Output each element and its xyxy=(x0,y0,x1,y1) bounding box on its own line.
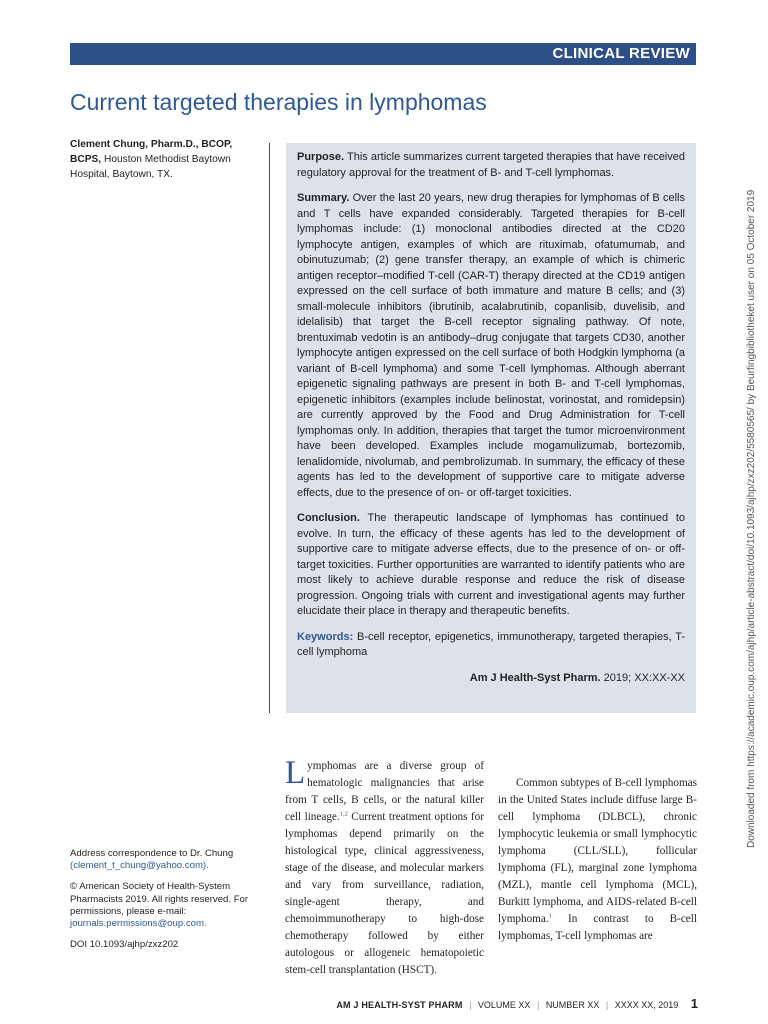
body-text: Common subtypes of B-cell lymphomas in the United States include diffuse large B-cell lymphoma (DLBCL), chronic lymphocytic leukemia or small lymphocytic lymphoma (CLL/SLL), follicular lymphoma (FL), marginal zone lymphoma (MZL), mantle cell lymphoma (MCL), Burkitt lymphoma, and AIDS-related B-cell lymphoma. xyxy=(498,777,697,925)
body-paragraph xyxy=(498,775,697,945)
footer-volume: VOLUME XX xyxy=(477,1000,531,1010)
correspondence-text: Address correspondence to Dr. Chung xyxy=(70,848,234,859)
body-column-1 xyxy=(285,755,484,979)
purpose-text: This article summarizes current targeted therapies that have received regulatory approval for the treatment of B- and T-cell lymphomas. xyxy=(297,151,685,179)
copyright xyxy=(70,881,266,930)
citation-journal: Am J Health-Syst Pharm. xyxy=(469,671,601,684)
body-text: Current treatment options for lymphomas depend primarily on the histological type, clinical aggressiveness, stage of the disease, and molecular markers and vary from surveillance, radiation, single-agent therapy, and chemoimmunotherapy to high-dose chemotherapy followed by either autologous or allogeneic hematopoietic stem-cell transplantation (HSCT). xyxy=(285,811,484,976)
summary-text: Over the last 20 years, new drug therapies for lymphomas of B cells and T cells have expanded considerably. Targeted therapies for B-cell lymphomas include: (1) monoclonal antibodies directed at the CD20 lymphocyte antigen, examples of which are rituximab, ofatumumab, and obinutuzumab; (2) gene transfer therapy, an example of which is chimeric antigen receptor–modified T-cell (CAR-T) therapy directed at the CD19 antigen expressed on the cell surface of both immature and mature B cells; and (3) small-molecule inhibitors (ibrutinib, acalabrutinib, copanlisib, duvelisib, and idelalisib) that target the B-cell receptor signaling pathway. Of note, brentuximab vedotin is an antibody–drug conjugate that targets CD30, another lymphocyte antigen expressed on the cell surface of both Hodgkin lymphoma (a variant of B-cell lymphoma) and some T-cell lymphomas. Although aberrant epigenetic signaling pathways are present in both B- and T-cell lymphomas, epigenetic inhibitors (examples include belinostat, vorinostat, and romidepsin) are currently approved by the Food and Drug Administration for T-cell lymphomas only. In addition, therapies that target the tumor microenvironment have been developed. Examples include mogamulizumab, bortezomib, lenalidomide, nivolumab, and pembrolizumab. In summary, the efficacy of these agents has led to the development of supportive care to mitigate adverse effects, due to the presence of on- or off-target toxicities. xyxy=(297,192,685,499)
footnotes xyxy=(70,848,266,960)
body-text: In contrast to B-cell lymphomas, T-cell lymphomas are xyxy=(498,913,697,942)
page-footer xyxy=(70,996,698,1011)
page-number: 1 xyxy=(690,996,698,1011)
permissions-email-link[interactable]: journals.permissions@oup.com. xyxy=(70,918,207,930)
footer-date: XXXX XX, 2019 xyxy=(614,1000,679,1010)
footer-journal: AM J HEALTH-SYST PHARM xyxy=(336,1000,463,1010)
keywords-label: Keywords: xyxy=(297,630,354,643)
body-column-2 xyxy=(498,758,697,945)
footer-separator: | xyxy=(469,1000,472,1010)
author-affiliation: Houston Methodist Baytown Hospital, Baytown, TX. xyxy=(70,154,231,180)
abstract-conclusion xyxy=(297,511,685,620)
conclusion-text: The therapeutic landscape of lymphomas has continued to evolve. In turn, the efficacy of these agents has led to the development of supportive care to mitigate adverse effects, due to the presence of on- or off-target toxicities. Further opportunities are warranted to identify patients who are most likely to achieve durable response and reduce the risk of disease progression. Ongoing trials with current and investigational agents may further elucidate their place in therapy and therapeutic benefits. xyxy=(297,512,686,617)
purpose-label: Purpose. xyxy=(297,151,345,163)
correspondence-email-link[interactable]: (clement_t_chung@yahoo.com). xyxy=(70,860,209,872)
author-block xyxy=(70,137,266,182)
section-bar xyxy=(70,43,696,65)
abstract-box xyxy=(286,143,696,713)
correspondence xyxy=(70,848,266,872)
download-note: Downloaded from https://academic.oup.com/ajhp/article-abstract/doi/10.1093/ajhp/zxz202/5580565/ by Beurfingbibliotheket user on 05 October 2019 xyxy=(746,189,757,848)
column-divider xyxy=(269,143,270,713)
drop-cap: L xyxy=(285,755,306,791)
section-label: CLINICAL REVIEW xyxy=(552,45,690,62)
author-name: Clement Chung, Pharm.D., BCOP, BCPS, xyxy=(70,139,233,165)
abstract-purpose xyxy=(297,150,685,181)
body-text: ymphomas are a diverse group of hematologic malignancies that arise from T cells, B cells, or the natural killer cell lineage. xyxy=(285,760,484,823)
article-title: Current targeted therapies in lymphomas xyxy=(70,89,487,115)
reference-marker[interactable]: 1,2 xyxy=(339,810,348,818)
body-paragraph xyxy=(285,755,484,979)
summary-label: Summary. xyxy=(297,192,350,204)
doi: DOI 10.1093/ajhp/zxz202 xyxy=(70,939,179,951)
reference-marker[interactable]: 1 xyxy=(548,912,552,920)
abstract-keywords xyxy=(297,630,685,661)
copyright-text: © American Society of Health-System Pharmacists 2019. All rights reserved. For permissions, please e-mail: xyxy=(70,881,249,917)
conclusion-label: Conclusion. xyxy=(297,512,360,524)
citation-details: 2019; XX:XX-XX xyxy=(603,671,685,684)
footer-number: NUMBER XX xyxy=(545,1000,600,1010)
footer-separator: | xyxy=(536,1000,540,1010)
keywords-text: B-cell receptor, epigenetics, immunotherapy, targeted therapies, T-cell lymphoma xyxy=(297,630,685,658)
citation xyxy=(297,671,685,687)
abstract-summary xyxy=(297,191,685,501)
footer-separator: | xyxy=(605,1000,609,1010)
